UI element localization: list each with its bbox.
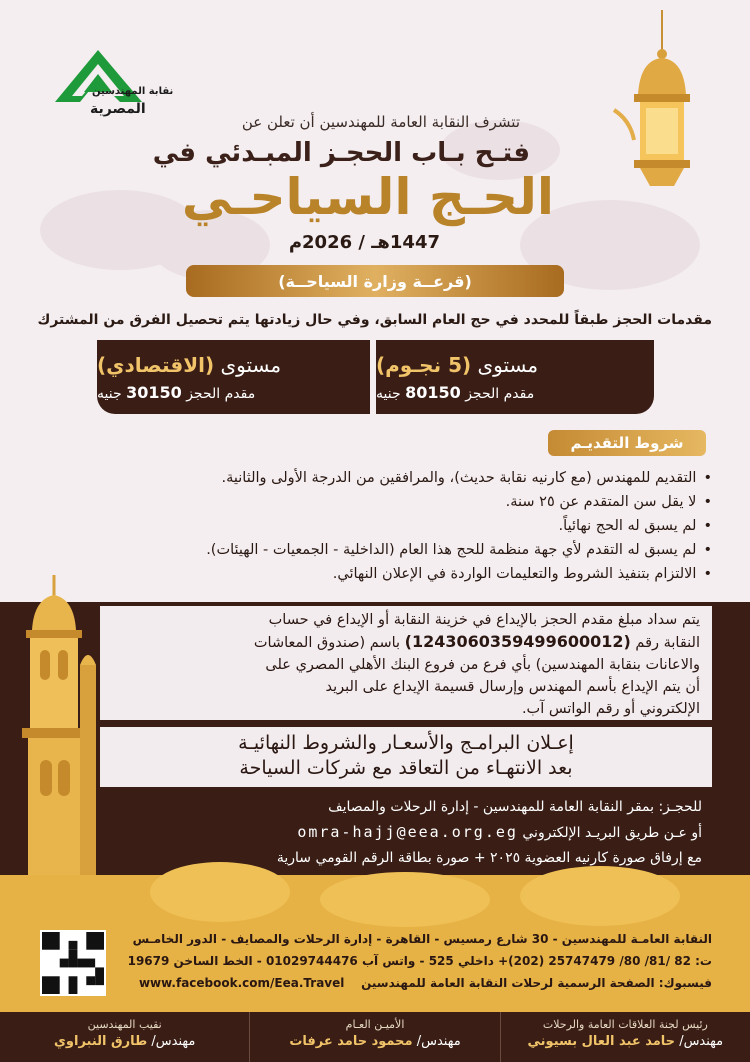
payment-info-box: يتم سداد مبلغ مقدم الحجز بالإيداع في خزينة النقابة أو الإيداع في حساب النقابة رقم (1243060359499600012) باسم (صندوق المعاشات والاعانات بنقابة المهندسين) بأي فرع من فروع البنك الأهلي المصري على أن يتم الإيداع بأسم المهندس وإرسال قسيمة الإيداع على البريد الإلكتروني أو رقم الواتس آب.	[100, 606, 712, 720]
logo-text-line2: المصرية	[90, 101, 146, 117]
intro-text: تتشرف النقابة العامة للمهندسين أن تعلن عن	[241, 113, 520, 131]
account-number: (1243060359499600012)	[404, 632, 631, 651]
list-item: • لم يسبق له التقدم لأي جهة منظمة للحج هذا العام (الداخلية - الجمعيات - الهيئات).	[32, 538, 712, 562]
programs-announcement-box: إعـلان البرامـج والأسعـار والشروط النهائيـة بعد الانتهـاء من التعاقد مع شركات السياحة	[100, 727, 712, 787]
deposit-note: مقدمات الحجز طبقاً للمحدد في حج العام السابق، وفي حال زيادتها يتم تحصيل الفرق من المشترك	[37, 312, 712, 328]
list-item: • التقديم للمهندس (مع كارنيه نقابة حديث)، والمرافقين من الدرجة الأولى والثانية.	[32, 466, 712, 490]
level-5-stars-card	[376, 340, 654, 414]
contact-info	[92, 928, 712, 994]
logo-text-line1: نقابة المهندسين	[92, 86, 174, 97]
bg-cloud	[320, 872, 490, 927]
list-item: • لا يقل سن المتقدم عن ٢٥ سنة.	[32, 490, 712, 514]
headline-line2: الحـج السياحـي	[181, 168, 554, 226]
headline-line1: فتـح بـاب الحجـز المبـدئي في	[152, 138, 530, 168]
conditions-title-banner	[548, 430, 706, 456]
level-title: مستوى (5 نجـوم)	[376, 352, 539, 377]
signature-block: نقيب المهندسين مهندس/ طارق النبراوي	[54, 1018, 196, 1049]
email-link[interactable]: omra-hajj@eea.org.eg	[297, 823, 518, 841]
signature-block: الأميـن العـام مهندس/ محمود حامد عرفات	[249, 1012, 499, 1062]
lantern-icon	[610, 10, 715, 195]
lottery-banner	[186, 265, 564, 297]
level-price: مقدم الحجز 30150 جنيه	[97, 382, 256, 402]
signature-block: رئيس لجنة العلاقات العامة والرحلات مهندس/ حامد عبد العال بسيوني	[500, 1012, 750, 1062]
conditions-title: شروط التقديـم	[570, 434, 684, 452]
bg-cloud	[150, 862, 290, 922]
lottery-label: (قرعــة وزارة السياحــة)	[278, 271, 472, 291]
level-economy-card	[97, 340, 370, 414]
conditions-list	[32, 466, 712, 586]
address-text: النقابة العامـة للمهندسين - 30 شارع رمسيس - القاهرة - إدارة الرحلات والمصايف - الدور الخامـس	[132, 932, 712, 946]
facebook-label: فيسبوك: الصفحة الرسمية لرحلات النقابة العامة للمهندسين	[361, 976, 712, 990]
signature-footer	[0, 1012, 750, 1062]
facebook-link[interactable]: www.facebook.com/Eea.Travel	[138, 976, 345, 990]
phone-text: ت: 82 /81/ 80/ 25747479 (202)+ داخلي 525 - واتس آب 01029744476 - الخط الساخن 19679	[127, 954, 712, 968]
list-item: • لم يسبق له الحج نهائياً.	[32, 514, 712, 538]
bg-cloud	[520, 866, 680, 926]
level-title: مستوى (الاقتصادي)	[97, 352, 282, 377]
booking-info: للحجـز: بمقر النقابة العامة للمهندسين - إدارة الرحلات والمصايف أو عـن طريق البريـد الإلكتروني omra-hajj@eea.org.eg مع إرفاق صورة كارنيه العضوية ٢٠٢٥ + صورة بطاقة الرقم القومي سارية	[276, 799, 702, 866]
list-item: • الالتزام بتنفيذ الشروط والتعليمات الواردة في الإعلان النهائي.	[32, 562, 712, 586]
year-text: 1447هـ / 2026م	[288, 232, 440, 253]
level-price: مقدم الحجز 80150 جنيه	[376, 382, 535, 402]
